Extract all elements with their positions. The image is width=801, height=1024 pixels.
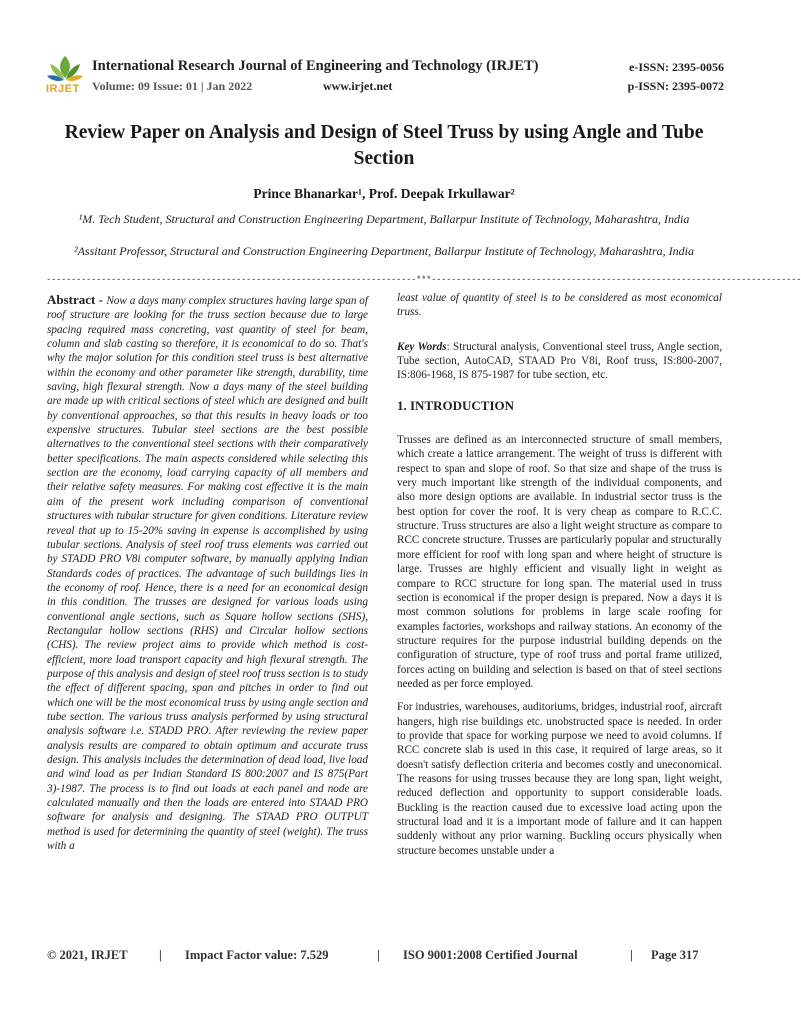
paper-title: Review Paper on Analysis and Design of Steel Truss by using Angle and Tube Section: [64, 122, 704, 169]
p-issn: p-ISSN: 2395-0072: [627, 79, 724, 93]
footer-page-number: Page 317: [651, 948, 699, 962]
footer-impact-factor: Impact Factor value: 7.529: [185, 948, 329, 962]
affiliation-2: ²Assitant Professor, Structural and Construction Engineering Department, Ballarpur Institute of Technology, Maharashtra, India: [73, 244, 695, 258]
left-column: [47, 293, 368, 853]
abstract-heading: Abstract -: [47, 292, 107, 307]
irjet-logo: [44, 52, 86, 96]
keywords: [397, 340, 722, 383]
affiliation-1: ¹M. Tech Student, Structural and Construction Engineering Department, Ballarpur Institute of Technology, Maharashtra, India: [78, 212, 690, 226]
footer-separator-1: |: [159, 948, 162, 962]
keywords-text: : Structural analysis, Conventional steel truss, Angle section, Tube section, AutoCAD, STAAD Pro V8i, Roof truss, IS:800-2007, IS:806-1968, IS 875-1987 for tube section, etc.: [397, 340, 722, 382]
paper-authors: Prince Bhanarkar¹, Prof. Deepak Irkullawar²: [253, 186, 515, 201]
introduction-heading: 1. INTRODUCTION: [397, 397, 515, 413]
abstract-continuation: least value of quantity of steel is to be considered as most economical truss.: [397, 292, 722, 319]
footer-separator-2: |: [377, 948, 380, 962]
keywords-heading: Key Words: [397, 340, 447, 353]
logo-text: IRJET: [46, 83, 80, 95]
journal-header: [44, 52, 724, 96]
volume-info: Volume: 09 Issue: 01 | Jan 2022: [92, 79, 253, 93]
footer-separator-3: |: [630, 948, 633, 962]
footer-iso: ISO 9001:2008 Certified Journal: [403, 948, 578, 962]
section-divider: --------------------------------------------------------------------------***--------------------------------------------------------------------------: [46, 275, 801, 285]
journal-name: International Research Journal of Engineering and Technology (IRJET): [92, 58, 539, 74]
introduction-paragraph-1: Trusses are defined as an interconnected structure of small members, which create a lattice arrangement. The weight of truss is different with respect to span and slope of roof. So that size and shape of the truss is very much important like strength of the individual components, and also more design options are available. In industrial sector truss is the best option for cover the roof. It is very cheap as compare to R.C.C. structure. Truss structures are also a light weight structure as compare to RCC concrete structure. Trusses are particularly popular and structurally more efficient for roof with long span and where height of structure is large. Trusses are highly efficient and visually light in weight as compare to RCC structure for long span. The material used in truss section is economical if the proper design is prepared. Now a days it is most common solutions for problems in large scale roofing for examples factories, workshops and railway stations. An economy of the structure requires for the purpose industrial building depends on the configuration of structure, type of roof truss and portal frame utilized, forces acting on building and selection is based on that of steel sections needed as per force employed.: [397, 434, 722, 690]
footer-copyright: © 2021, IRJET: [47, 948, 128, 962]
introduction-paragraph-2: For industries, warehouses, auditoriums, bridges, industrial roof, aircraft hangers, high rise buildings etc. unobstructed space is needed. In order to provide that space for working purpose we need to avoid columns. If RCC concrete slab is used in this case, it required of large areas, so it doesn't satisfy deflection criteria and becomes costly and uneconomical. The reasons for using trusses because they are long span, light weight, reduced deflection and opportunity to support considerable loads. Buckling is the reaction caused due to excessive load acting upon the structural load and it is a important mode of failure and it can happen suddenly without any prior warning. Buckling occurs physically when structure becomes unstable under a: [397, 701, 722, 857]
abstract-text: Now a days many complex structures having large span of roof structure are looking for the truss section because due to large spacing required mass concreting, vast quantity of steel for beam, column and slab casting so therefore, it is economical to do so. That's why the major solution for this condition steel truss is best alternative within the economy and other parameter like strength, durability, time saving, high flexural strength. Now a days many of the steel building are made up with critical sections of steel which are designed and built by conventional approaches, so that this results in heavy loads or too expensive structures. Tubular steel sections are the best possible alternatives to the conventional steel sections with their comparatively better specifications. The main aspects considered while selecting this section are the economy, load carrying capacity of all members and their relative safety measures. For making cost effective it is the main aim of the present work including comparison of conventional structures with tubular structure for given conditions. Literature review reveal that up to 15-20% saving in expense is accomplished by using tubular sections. Analysis of steel roof truss elements was carried out by STADD PRO V8i computer software, by manually applying Indian Standards codes of practices. The advantage of such buildings lies in the economy of roof. Hence, there is a need for an economical design in this condition. The trusses are designed for various loads using conventional angle sections, such as Square hollow sections (SHS), Rectangular hollow sections (RHS) and Circular hollow sections (CHS). The review project aims to provide which method is cost-efficient, more load transport capacity and high flexural strength. The purpose of this analysis and design of steel roof truss section is to study the effect of different spacing, span and pitches in order to find out which one will be the most economical truss by using angle section and tube section. The various truss analysis performed by using structural analysis software i.e. STADD PRO. After reviewing the review paper analysis results are compared to obtain optimum and accurate truss design. This analysis includes the determination of dead load, live load and wind load as per Indian Standard IS 800:2007 and IS 875(Part 3)-1987. The process is to find out loads at each panel and node are calculated manually and then the loads are entered into STAAD PRO software for analysis and designing. The STAAD PRO OUTPUT method is used for determining the quantity of steel (weight). The truss with a: [47, 295, 368, 853]
journal-website: www.irjet.net: [323, 79, 393, 93]
right-column: [397, 291, 722, 867]
e-issn: e-ISSN: 2395-0056: [629, 60, 724, 74]
